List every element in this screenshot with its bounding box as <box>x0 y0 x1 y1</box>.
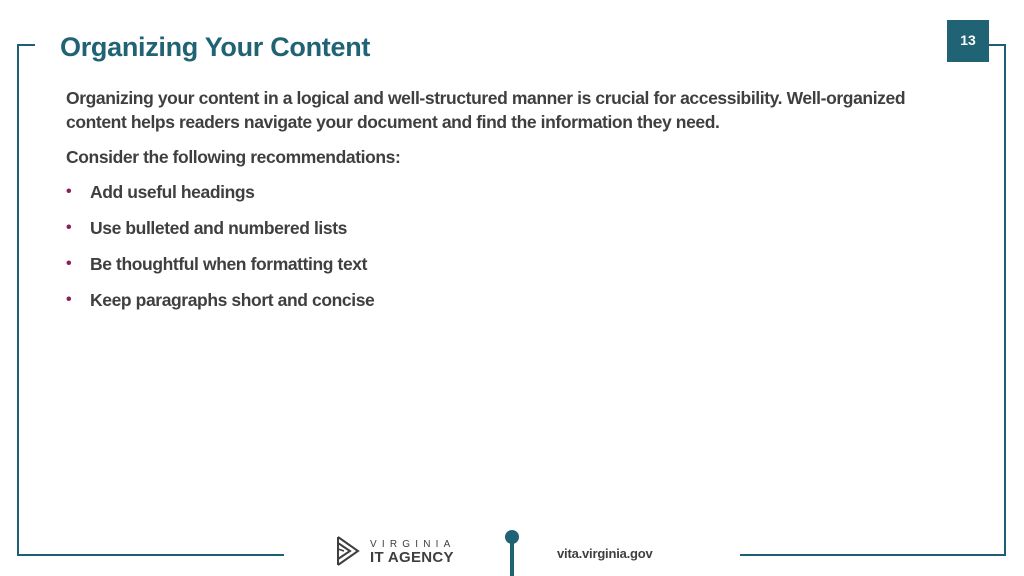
bullet-icon: • <box>66 219 72 236</box>
bullet-icon: • <box>66 291 72 308</box>
website-url: vita.virginia.gov <box>557 546 653 561</box>
lead-in-text: Consider the following recommendations: <box>66 147 401 167</box>
frame-right-border <box>1004 44 1006 556</box>
recommendations-list <box>66 180 966 312</box>
logo-line-it-agency: IT AGENCY <box>370 549 454 566</box>
bullet-icon: • <box>66 183 72 200</box>
list-item <box>66 288 966 312</box>
frame-bottom-left-border <box>17 554 284 556</box>
frame-right-top-corner <box>989 44 1006 46</box>
page-number: 13 <box>960 32 976 48</box>
slide-title: Organizing Your Content <box>60 32 371 62</box>
list-item-text: Keep paragraphs short and concise <box>90 290 375 310</box>
logo-line-virginia: VIRGINIA <box>370 539 456 550</box>
slide-body <box>66 86 966 324</box>
frame-left-top-corner <box>17 44 35 46</box>
list-item <box>66 180 966 204</box>
list-item-text: Use bulleted and numbered lists <box>90 218 347 238</box>
map-pin-icon <box>505 530 519 576</box>
vita-chevron-logo-icon <box>336 535 360 567</box>
list-item <box>66 216 966 240</box>
list-item <box>66 252 966 276</box>
frame-left-border <box>17 44 19 556</box>
list-item-text: Be thoughtful when formatting text <box>90 254 368 274</box>
frame-bottom-right-border <box>740 554 1006 556</box>
page-number-badge <box>947 20 989 62</box>
intro-paragraph: Organizing your content in a logical and well-structured manner is crucial for accessibility. Well-organized content helps readers navigate your document and find the information they need. <box>66 88 906 132</box>
list-item-text: Add useful headings <box>90 182 255 202</box>
bullet-icon: • <box>66 255 72 272</box>
pin-stem <box>510 540 514 576</box>
agency-logo-text <box>370 539 456 566</box>
